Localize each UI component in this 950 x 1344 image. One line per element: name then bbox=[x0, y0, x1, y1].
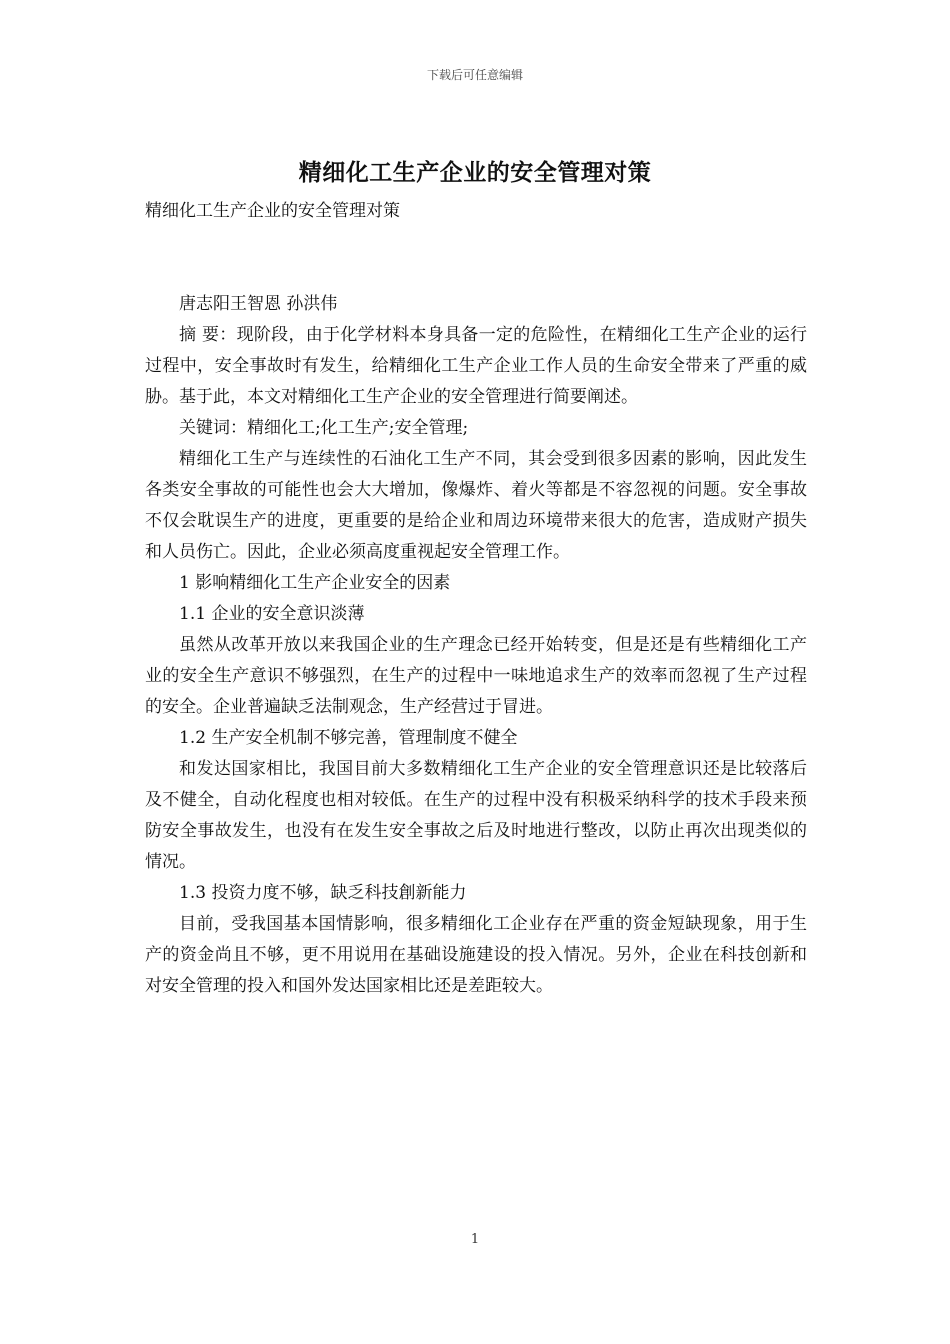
document-body bbox=[145, 196, 807, 1002]
section-1-1-paragraph: 虽然从改革开放以来我国企业的生产理念已经开始转变，但是还是有些精细化工产业的安全生产意识不够强烈，在生产的过程中一味地追求生产的效率而忽视了生产过程的安全。企业普遍缺乏法制观念，生产经营过于冒进。 bbox=[145, 635, 807, 717]
abstract-paragraph: 摘 要：现阶段，由于化学材料本身具备一定的危险性，在精细化工生产企业的运行过程中，安全事故时有发生，给精细化工生产企业工作人员的生命安全带来了严重的威胁。基于此，本文对精细化工生产企业的安全管理进行简要阐述。 bbox=[145, 325, 807, 407]
section-1-3-paragraph: 目前，受我国基本国情影响，很多精细化工企业存在严重的资金短缺现象，用于生产的资金尚且不够，更不用说用在基础设施建设的投入情况。另外，企业在科技创新和对安全管理的投入和国外发达国家相比还是差距较大。 bbox=[145, 914, 807, 996]
section-1-2-heading: 1.2 生产安全机制不够完善，管理制度不健全 bbox=[179, 728, 518, 748]
authors-line: 唐志阳王智恩 孙洪伟 bbox=[179, 294, 338, 314]
document-title: 精细化工生产企业的安全管理对策 bbox=[298, 159, 652, 186]
keywords-line: 关键词：精细化工;化工生产;安全管理; bbox=[179, 418, 469, 438]
page-number: 1 bbox=[470, 1232, 480, 1247]
page-header-note: 下载后可任意编辑 bbox=[426, 68, 523, 82]
section-1-3-heading: 1.3 投资力度不够，缺乏科技創新能力 bbox=[179, 883, 467, 903]
section-1-heading: 1 影响精细化工生产企业安全的因素 bbox=[179, 573, 451, 593]
section-1-2-paragraph: 和发达国家相比，我国目前大多数精细化工生产企业的安全管理意识还是比较落后及不健全，自动化程度也相对较低。在生产的过程中没有积极采纳科学的技术手段来预防安全事故发生，也没有在发生安全事故之后及时地进行整改，以防止再次出现类似的情况。 bbox=[145, 759, 807, 872]
blank-lines bbox=[145, 227, 807, 289]
document-subtitle: 精细化工生产企业的安全管理对策 bbox=[145, 201, 400, 221]
section-1-1-heading: 1.1 企业的安全意识淡薄 bbox=[179, 604, 365, 624]
intro-paragraph: 精细化工生产与连续性的石油化工生产不同，其会受到很多因素的影响，因此发生各类安全事故的可能性也会大大增加，像爆炸、着火等都是不容忽视的问题。安全事故不仅会耽误生产的进度，更重要的是给企业和周边环境带来很大的危害，造成财产损失和人员伤亡。因此，企业必须高度重视起安全管理工作。 bbox=[145, 449, 807, 562]
